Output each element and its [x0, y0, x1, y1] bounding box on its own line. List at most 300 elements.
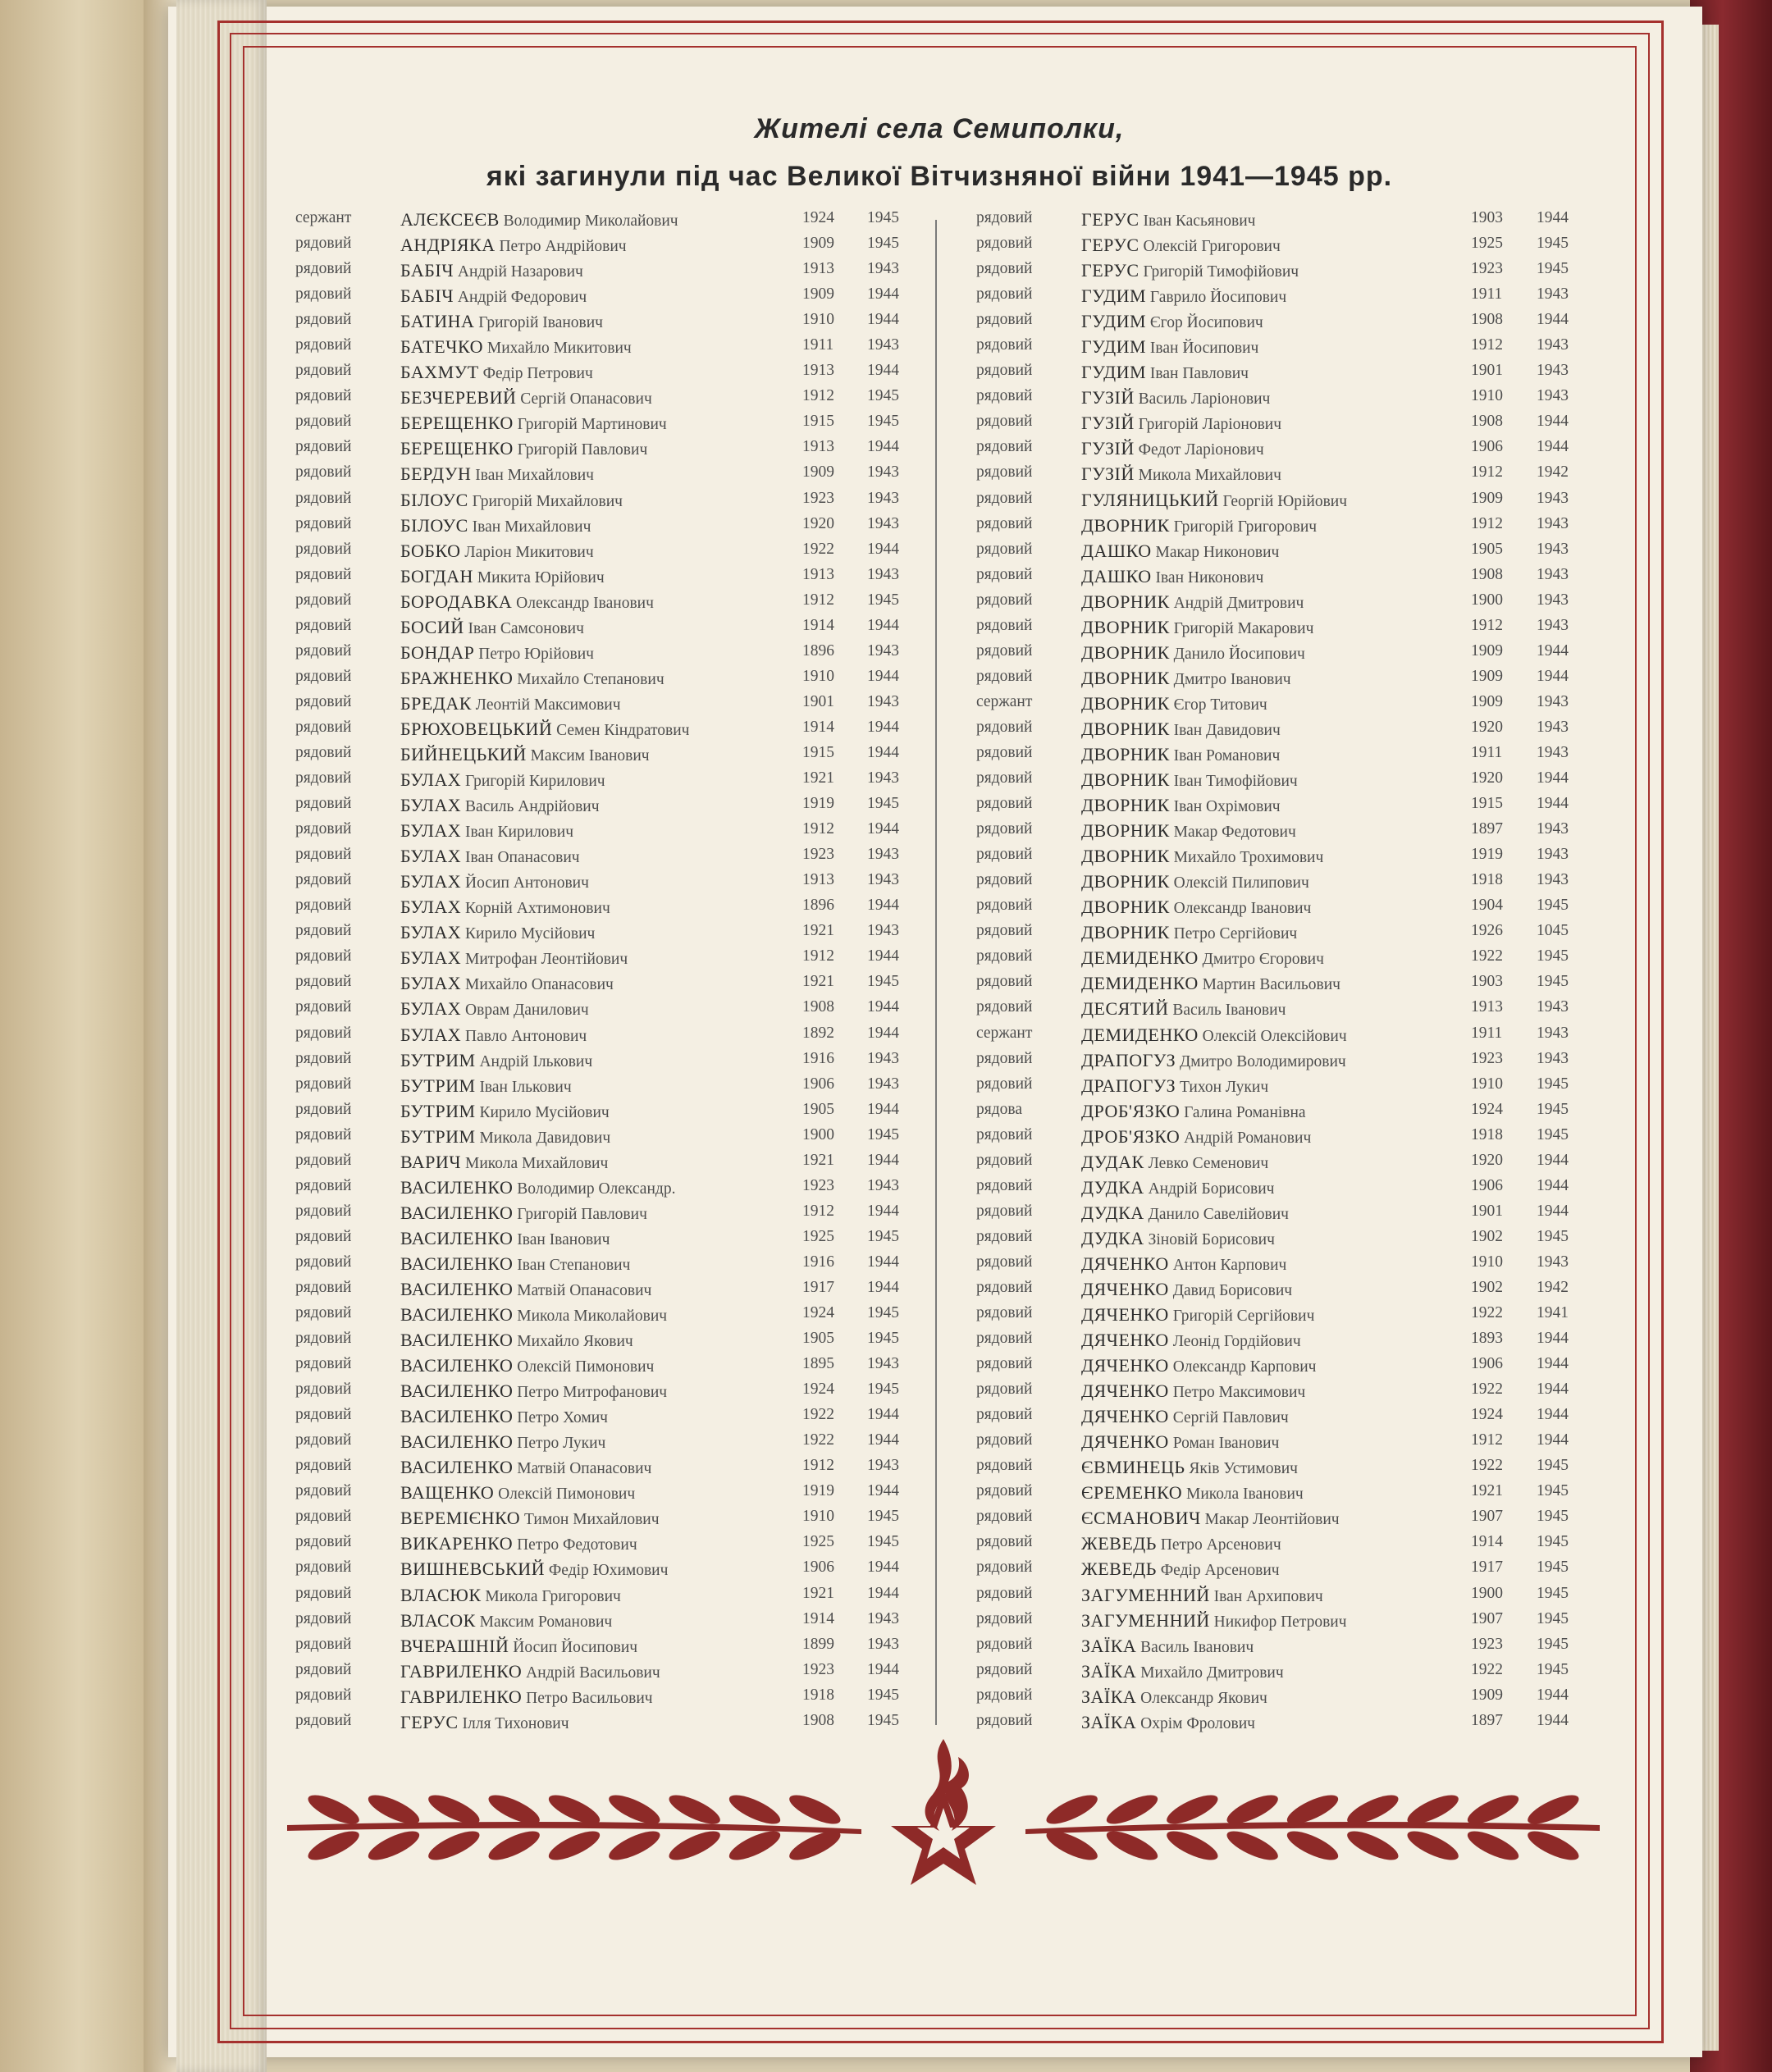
entry-given-names: Федір Петрович: [482, 365, 593, 383]
entry-death-year: 1944: [867, 743, 899, 761]
memorial-entry: [976, 765, 1608, 791]
entry-name: [1081, 1126, 1311, 1148]
entry-surname: ГУЛЯНИЦЬКИЙ: [1081, 489, 1219, 510]
entry-rank: рядовий: [976, 489, 1033, 507]
entry-rank: рядовий: [976, 616, 1033, 634]
entry-given-names: Іван Іванович: [517, 1230, 610, 1248]
entry-rank: рядовий: [976, 1431, 1033, 1449]
memorial-entry: [295, 1300, 919, 1326]
entry-name: [400, 1203, 647, 1224]
memorial-entry: [976, 1275, 1608, 1300]
entry-surname: ЗАЇКА: [1081, 1660, 1137, 1682]
entry-rank: рядовий: [295, 1508, 352, 1526]
memorial-entry: [976, 1300, 1608, 1326]
entry-given-names: Федот Ларіонович: [1138, 441, 1264, 459]
memorial-entry: [976, 408, 1608, 434]
entry-name: [1081, 1712, 1255, 1733]
entry-rank: рядовий: [976, 922, 1033, 940]
entry-surname: ВАСИЛЕНКО: [400, 1406, 514, 1427]
laurel-leaf-icon: [605, 1826, 664, 1866]
entry-given-names: Гаврило Йосипович: [1149, 289, 1287, 307]
entry-surname: ГУЗІЙ: [1081, 387, 1135, 408]
memorial-entry: [295, 943, 919, 969]
entry-given-names: Іван Охрімович: [1173, 798, 1281, 816]
memorial-entry: [295, 1224, 919, 1249]
entry-surname: ЖЕВЕДЬ: [1081, 1533, 1157, 1554]
entry-rank: рядовий: [976, 362, 1033, 380]
entry-surname: ВАСИЛЕНКО: [400, 1304, 514, 1326]
entry-death-year: 1945: [1537, 1457, 1569, 1475]
entry-surname: ДАШКО: [1081, 565, 1152, 586]
entry-death-year: 1945: [1537, 1533, 1569, 1551]
entry-given-names: Петро Максимович: [1172, 1384, 1306, 1402]
entry-death-year: 1944: [1537, 413, 1569, 431]
memorial-entry: [976, 867, 1608, 892]
entry-rank: рядовий: [295, 922, 352, 940]
memorial-entry: [295, 332, 919, 358]
entry-birth-year: 1906: [1471, 438, 1503, 456]
entry-birth-year: 1900: [1471, 591, 1503, 609]
entry-birth-year: 1922: [1471, 1457, 1503, 1475]
eternal-flame-laurel-emblem: [271, 1739, 1616, 1887]
entry-birth-year: 1914: [802, 718, 834, 736]
memorial-entry: [976, 205, 1608, 230]
entry-birth-year: 1893: [1471, 1330, 1503, 1348]
entry-rank: рядовий: [295, 285, 352, 303]
entry-given-names: Митрофан Леонтійович: [465, 951, 628, 969]
entry-name: [1081, 1610, 1347, 1632]
entry-rank: рядовий: [295, 1482, 352, 1500]
entry-name: [1081, 1330, 1301, 1351]
entry-name: [1081, 1025, 1347, 1046]
entry-name: [400, 1661, 660, 1682]
memorial-entry: [976, 740, 1608, 765]
entry-surname: ДВОРНИК: [1081, 795, 1170, 816]
entry-name: [1081, 668, 1291, 689]
memorial-entry: [295, 486, 919, 511]
entry-birth-year: 1905: [802, 1100, 834, 1118]
entry-name: [1081, 591, 1304, 613]
entry-name: [1081, 1482, 1304, 1504]
entry-rank: рядовий: [295, 1457, 352, 1475]
entry-given-names: Йосип Антонович: [465, 874, 589, 892]
entry-name: [1081, 1533, 1281, 1554]
entry-surname: БЕРДУН: [400, 463, 472, 485]
entry-surname: ДЕМИДЕНКО: [1081, 973, 1199, 994]
entry-rank: рядовий: [295, 1227, 352, 1245]
entry-birth-year: 1919: [802, 795, 834, 813]
entry-surname: ДВОРНИК: [1081, 769, 1170, 791]
entry-name: [1081, 871, 1309, 892]
entry-birth-year: 1917: [1471, 1559, 1503, 1577]
entry-rank: рядова: [976, 1100, 1022, 1118]
memorial-entry: [295, 383, 919, 408]
entry-birth-year: 1892: [802, 1024, 834, 1042]
entry-death-year: 1944: [1537, 1151, 1569, 1169]
entry-surname: БАТИНА: [400, 311, 475, 332]
entry-rank: рядовий: [976, 769, 1033, 787]
memorial-entry: [976, 1249, 1608, 1275]
entry-name: [1081, 1457, 1298, 1478]
entry-given-names: Григорій Григорович: [1173, 518, 1318, 536]
entry-death-year: 1945: [867, 1381, 899, 1399]
entry-rank: рядовий: [976, 1660, 1033, 1678]
entry-birth-year: 1901: [1471, 1202, 1503, 1220]
entry-rank: рядовий: [295, 1202, 352, 1220]
entry-death-year: 1943: [1537, 565, 1569, 583]
laurel-leaf-icon: [1524, 1826, 1582, 1866]
entry-given-names: Василь Іванович: [1140, 1638, 1254, 1656]
entry-birth-year: 1923: [1471, 1635, 1503, 1653]
laurel-leaf-icon: [304, 1826, 363, 1866]
entry-rank: рядовий: [976, 998, 1033, 1016]
entry-given-names: Петро Андрійович: [499, 238, 627, 256]
memorial-entry: [976, 1376, 1608, 1402]
entry-rank: рядовий: [295, 1431, 352, 1449]
entry-birth-year: 1911: [1471, 1024, 1503, 1042]
entry-surname: БУЛАХ: [400, 1024, 462, 1045]
memorial-entry: [295, 816, 919, 842]
entry-given-names: Антон Карпович: [1172, 1256, 1287, 1274]
entry-death-year: 1945: [867, 1711, 899, 1729]
laurel-leaf-icon: [726, 1826, 784, 1866]
entry-rank: рядовий: [295, 1176, 352, 1194]
entry-surname: БЕЗЧЕРЕВИЙ: [400, 387, 517, 408]
entry-name: [1081, 1559, 1280, 1580]
entry-name: [1081, 566, 1263, 587]
entry-rank: рядовий: [976, 718, 1033, 736]
entry-birth-year: 1906: [1471, 1355, 1503, 1373]
entry-birth-year: 1920: [802, 514, 834, 532]
memorial-entry: [295, 358, 919, 383]
entry-given-names: Володимир Олександр.: [517, 1180, 676, 1198]
memorial-entry: [295, 842, 919, 867]
entry-surname: ГУЗІЙ: [1081, 438, 1135, 459]
laurel-branch-left-icon: [287, 1790, 861, 1866]
entry-name: [400, 1228, 610, 1249]
entry-given-names: Григорій Тимофійович: [1143, 263, 1299, 281]
memorial-entry: [295, 1529, 919, 1554]
memorial-entry: [295, 613, 919, 638]
entry-surname: ДЕСЯТИЙ: [1081, 998, 1169, 1020]
entry-birth-year: 1925: [1471, 235, 1503, 253]
entry-name: [400, 362, 593, 383]
entry-birth-year: 1923: [1471, 1049, 1503, 1067]
entry-surname: ВАСИЛЕНКО: [400, 1381, 514, 1402]
entry-name: [1081, 1636, 1254, 1657]
entry-surname: ДЯЧЕНКО: [1081, 1278, 1169, 1299]
entry-death-year: 1945: [867, 413, 899, 431]
entry-death-year: 1944: [1537, 1355, 1569, 1373]
entry-birth-year: 1921: [802, 769, 834, 787]
entry-given-names: Василь Андрійович: [465, 798, 600, 816]
entry-given-names: Тихон Лукич: [1180, 1078, 1269, 1096]
entry-death-year: 1943: [867, 1049, 899, 1067]
entry-rank: рядовий: [295, 1330, 352, 1348]
memorial-entry: [976, 459, 1608, 485]
entry-rank: рядовий: [976, 820, 1033, 838]
memorial-entry: [976, 383, 1608, 408]
memorial-entry: [976, 1402, 1608, 1427]
laurel-leaf-icon: [665, 1826, 724, 1866]
entry-death-year: 1943: [867, 336, 899, 354]
memorial-entry: [976, 918, 1608, 943]
entry-rank: рядовий: [295, 1304, 352, 1322]
memorial-entry: [295, 867, 919, 892]
entry-surname: ВАСИЛЕНКО: [400, 1355, 514, 1376]
entry-rank: рядовий: [976, 285, 1033, 303]
entry-birth-year: 1919: [1471, 846, 1503, 864]
entry-name: [400, 591, 654, 613]
entry-surname: ВИКАРЕНКО: [400, 1533, 514, 1554]
laurel-leaf-icon: [1284, 1826, 1342, 1866]
entry-given-names: Галина Романівна: [1184, 1103, 1306, 1121]
memorial-entry: [295, 281, 919, 307]
entry-rank: рядовий: [295, 947, 352, 965]
entry-birth-year: 1911: [1471, 285, 1503, 303]
entry-death-year: 1943: [867, 463, 899, 481]
entry-rank: рядовий: [976, 438, 1033, 456]
laurel-leaf-icon: [1043, 1790, 1101, 1830]
entry-rank: рядовий: [976, 1125, 1033, 1143]
entry-surname: БРЮХОВЕЦЬКИЙ: [400, 718, 553, 739]
memorial-entry: [976, 1606, 1608, 1632]
entry-given-names: Олександр Карпович: [1172, 1358, 1317, 1376]
entry-birth-year: 1908: [802, 1711, 834, 1729]
memorial-entry: [976, 1122, 1608, 1148]
entry-birth-year: 1909: [1471, 667, 1503, 685]
memorial-entry: [295, 1504, 919, 1529]
entry-given-names: Петро Арсенович: [1160, 1536, 1281, 1554]
entry-rank: рядовий: [295, 311, 352, 329]
entry-given-names: Григорій Кирилович: [465, 773, 605, 791]
entry-surname: ВАСИЛЕНКО: [400, 1227, 514, 1248]
entry-given-names: Григорій Іванович: [478, 314, 603, 332]
memorial-entry: [976, 230, 1608, 256]
memorial-entry: [976, 1478, 1608, 1504]
entry-death-year: 1944: [867, 362, 899, 380]
entry-death-year: 1943: [867, 846, 899, 864]
entry-name: [1081, 1431, 1279, 1453]
entry-birth-year: 1901: [1471, 362, 1503, 380]
laurel-leaf-icon: [1163, 1826, 1222, 1866]
entry-surname: ВАРИЧ: [400, 1151, 462, 1172]
entry-death-year: 1944: [867, 1253, 899, 1271]
entry-birth-year: 1912: [802, 947, 834, 965]
memorial-entry: [976, 1581, 1608, 1606]
entry-death-year: 1943: [1537, 692, 1569, 710]
entry-rank: рядовий: [295, 667, 352, 685]
entry-given-names: Михайло Микитович: [486, 340, 632, 358]
entry-death-year: 1945: [867, 1227, 899, 1245]
memorial-entry: [976, 1351, 1608, 1376]
entry-death-year: 1944: [867, 718, 899, 736]
entry-birth-year: 1909: [1471, 489, 1503, 507]
entry-death-year: 1943: [1537, 1024, 1569, 1042]
entry-death-year: 1945: [1537, 1508, 1569, 1526]
entry-birth-year: 1908: [1471, 311, 1503, 329]
entry-surname: ДВОРНИК: [1081, 667, 1170, 688]
entry-death-year: 1943: [867, 260, 899, 278]
memorial-entry: [976, 689, 1608, 714]
memorial-entry: [295, 536, 919, 562]
entry-given-names: Єгор Йосипович: [1149, 314, 1263, 332]
entry-name: [1081, 311, 1263, 332]
memorial-entry: [976, 332, 1608, 358]
entry-death-year: 1944: [867, 947, 899, 965]
entry-birth-year: 1906: [802, 1075, 834, 1093]
entry-given-names: Максим Іванович: [530, 746, 650, 764]
entry-death-year: 1943: [867, 1457, 899, 1475]
memorial-entry: [295, 1581, 919, 1606]
entry-given-names: Іван Павлович: [1149, 365, 1249, 383]
entry-name: [400, 490, 623, 511]
entry-given-names: Іван Йосипович: [1149, 340, 1259, 358]
entry-given-names: Іван Михайлович: [472, 518, 591, 536]
entry-name: [1081, 541, 1279, 562]
entry-rank: рядовий: [295, 387, 352, 405]
entry-surname: ВАСИЛЕНКО: [400, 1253, 514, 1274]
entry-surname: ЗАЇКА: [1081, 1686, 1137, 1707]
entry-surname: ВАЩЕНКО: [400, 1482, 495, 1504]
entry-rank: рядовий: [295, 1049, 352, 1067]
entry-birth-year: 1897: [1471, 1711, 1503, 1729]
entry-surname: БУЛАХ: [400, 795, 462, 816]
entry-given-names: Іван Кирилович: [465, 824, 573, 842]
memorial-entry: [295, 1632, 919, 1657]
memorial-entry: [976, 892, 1608, 918]
memorial-entry: [976, 1504, 1608, 1529]
memorial-entry: [976, 1657, 1608, 1682]
entry-death-year: 1943: [1537, 718, 1569, 736]
entry-surname: ГУЗІЙ: [1081, 413, 1135, 434]
entry-birth-year: 1914: [802, 616, 834, 634]
entry-given-names: Іван Романович: [1173, 746, 1281, 764]
entry-surname: ДРОБ'ЯЗКО: [1081, 1125, 1181, 1147]
entry-rank: рядовий: [295, 1024, 352, 1042]
entry-name: [400, 1636, 637, 1657]
entry-name: [400, 260, 583, 281]
entry-rank: рядовий: [976, 1686, 1033, 1704]
entry-name: [400, 387, 652, 408]
entry-given-names: Іван Архипович: [1213, 1587, 1323, 1605]
entry-rank: рядовий: [976, 1075, 1033, 1093]
entry-rank: рядовий: [295, 438, 352, 456]
entry-name: [1081, 1177, 1274, 1198]
entry-death-year: 1941: [1537, 1304, 1569, 1322]
entry-death-year: 1945: [867, 209, 899, 226]
entry-surname: ВЛАСЮК: [400, 1584, 482, 1605]
entry-given-names: Володимир Миколайович: [503, 212, 678, 230]
entry-surname: БУЛАХ: [400, 998, 462, 1020]
entry-death-year: 1944: [867, 1660, 899, 1678]
entry-rank: рядовий: [295, 1584, 352, 1602]
entry-rank: рядовий: [976, 1330, 1033, 1348]
entry-rank: рядовий: [976, 463, 1033, 481]
memorial-entry: [976, 842, 1608, 867]
entry-name: [400, 413, 667, 434]
entry-death-year: 1943: [1537, 616, 1569, 634]
entry-rank: рядовий: [295, 540, 352, 558]
entry-birth-year: 1922: [1471, 1660, 1503, 1678]
entry-birth-year: 1912: [802, 1202, 834, 1220]
entry-rank: рядовий: [295, 1609, 352, 1627]
entry-rank: рядовий: [976, 1355, 1033, 1373]
entry-death-year: 1945: [1537, 1635, 1569, 1653]
entry-death-year: 1944: [867, 998, 899, 1016]
entry-name: [400, 1050, 592, 1071]
entry-surname: ДРОБ'ЯЗКО: [1081, 1100, 1181, 1121]
entry-rank: рядовий: [295, 362, 352, 380]
entry-death-year: 1944: [1537, 1202, 1569, 1220]
entry-rank: рядовий: [295, 260, 352, 278]
memorial-entry: [976, 1326, 1608, 1351]
entry-name: [400, 1304, 667, 1326]
entry-death-year: 1944: [1537, 311, 1569, 329]
entry-birth-year: 1921: [802, 1151, 834, 1169]
entry-death-year: 1942: [1537, 1278, 1569, 1296]
left-page-edge: [0, 0, 144, 2072]
entry-death-year: 1943: [867, 769, 899, 787]
entry-rank: рядовий: [976, 1508, 1033, 1526]
memorial-entry: [295, 740, 919, 765]
entry-given-names: Єгор Титович: [1173, 696, 1267, 714]
entry-name: [400, 795, 600, 816]
entry-surname: БУЛАХ: [400, 871, 462, 892]
memorial-entry: [295, 205, 919, 230]
entry-given-names: Зіновій Борисович: [1148, 1230, 1275, 1248]
entry-name: [400, 769, 605, 791]
entry-death-year: 1945: [867, 1304, 899, 1322]
entry-given-names: Григорій Сергійович: [1172, 1308, 1315, 1326]
entry-given-names: Федір Арсенович: [1160, 1562, 1280, 1580]
entry-surname: ДВОРНИК: [1081, 718, 1170, 739]
entry-death-year: 1943: [867, 1075, 899, 1093]
entry-birth-year: 1910: [1471, 1075, 1503, 1093]
entry-given-names: Микола Іванович: [1185, 1486, 1304, 1504]
entry-death-year: 1943: [1537, 846, 1569, 864]
entry-name: [400, 744, 650, 765]
entry-given-names: Йосип Йосипович: [513, 1638, 638, 1656]
memorial-entry: [295, 459, 919, 485]
entry-birth-year: 1909: [802, 463, 834, 481]
entry-surname: ДВОРНИК: [1081, 641, 1170, 663]
entry-surname: ГУДИМ: [1081, 285, 1147, 307]
entry-surname: БАБІЧ: [400, 260, 454, 281]
entry-birth-year: 1924: [802, 209, 834, 226]
entry-birth-year: 1909: [1471, 641, 1503, 659]
entry-surname: БУЛАХ: [400, 897, 462, 918]
entry-given-names: Іван Ількович: [479, 1078, 572, 1096]
entry-rank: рядовий: [295, 897, 352, 915]
entry-name: [1081, 1381, 1305, 1402]
entry-surname: БОГДАН: [400, 565, 473, 586]
entry-surname: ЖЕВЕДЬ: [1081, 1559, 1157, 1580]
entry-birth-year: 1908: [1471, 565, 1503, 583]
entry-given-names: Данило Савелійович: [1148, 1205, 1289, 1223]
entry-name: [1081, 235, 1281, 256]
entry-rank: рядовий: [976, 591, 1033, 609]
entry-given-names: Іван Опанасович: [465, 849, 580, 867]
memorial-entry: [295, 765, 919, 791]
entry-name: [400, 1508, 660, 1529]
entry-birth-year: 1920: [1471, 769, 1503, 787]
memorial-entry: [295, 562, 919, 587]
entry-given-names: Василь Ларіонович: [1138, 390, 1271, 408]
entry-surname: ВЛАСОК: [400, 1609, 476, 1631]
entry-death-year: 1944: [867, 311, 899, 329]
entry-name: [1081, 490, 1347, 511]
